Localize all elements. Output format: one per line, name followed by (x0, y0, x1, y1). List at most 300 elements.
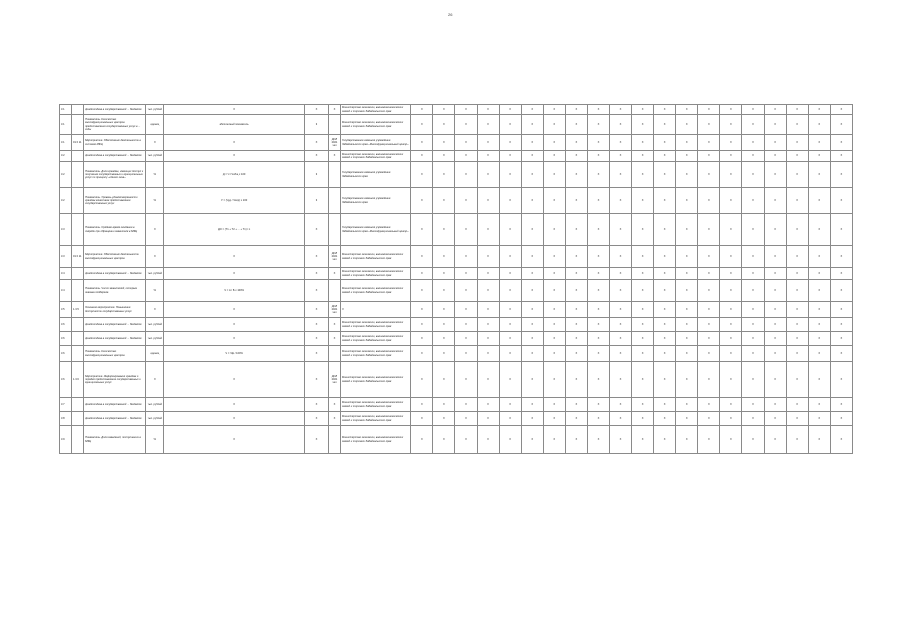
row-value-cell: X (587, 318, 609, 332)
row-value-cell: X (433, 135, 455, 151)
row-source-cell: Министерство экономики, внешнеэкономических связей и торговли Забайкальского края (341, 362, 411, 398)
row-y-cell (328, 188, 340, 214)
row-value-cell: X (830, 246, 852, 268)
row-value-cell: X (587, 105, 609, 115)
row-value-cell: X (543, 162, 565, 188)
row-value-cell: X (609, 115, 631, 135)
row-value-cell: X (455, 346, 477, 362)
row-value-cell: X (455, 115, 477, 135)
row-value-cell: X (499, 246, 521, 268)
row-number-cell: 3.2 (60, 151, 72, 162)
row-code-cell (72, 188, 84, 214)
row-value-cell: X (830, 135, 852, 151)
row-value-cell: X (609, 280, 631, 302)
row-value-cell: X (698, 318, 720, 332)
row-formula-cell: X (164, 426, 305, 454)
row-value-cell: X (808, 362, 830, 398)
row-value-cell: X (808, 151, 830, 162)
row-value-cell: X (720, 214, 742, 246)
row-unit-cell: X (146, 135, 164, 151)
row-value-cell: X (676, 105, 698, 115)
row-number-cell: 3.2 (60, 162, 72, 188)
row-value-cell: X (676, 332, 698, 346)
row-name-cell: фондоотдача в государственной ... бюджете (84, 105, 146, 115)
row-unit-cell: единиц (146, 115, 164, 135)
row-formula-cell: Ч = А / Б х 100% (164, 280, 305, 302)
row-value-cell: X (654, 280, 676, 302)
row-type-cell: X (304, 332, 328, 346)
row-unit-cell: тыс. рублей (146, 151, 164, 162)
row-name-cell: фондоотдача в государственной ... бюджете (84, 412, 146, 426)
row-value-cell: X (521, 362, 543, 398)
row-value-cell: X (565, 280, 587, 302)
row-code-cell (72, 426, 84, 454)
row-source-cell: Министерство экономики, внешнеэкономических связей и торговли Забайкальского края (341, 268, 411, 280)
row-value-cell: X (764, 188, 786, 214)
row-value-cell: X (455, 214, 477, 246)
row-value-cell: X (565, 105, 587, 115)
row-code-cell (72, 318, 84, 332)
row-name-cell: Показатель. Доля заявлений, поступивших в МФЦ (84, 426, 146, 454)
row-value-cell: X (499, 268, 521, 280)
row-number-cell: 3.1 (60, 105, 72, 115)
row-value-cell: X (742, 398, 764, 412)
row-name-cell: Мероприятие. Обеспечение деятельности в системе МФЦ (84, 135, 146, 151)
row-value-cell: X (676, 162, 698, 188)
row-y-cell: ДОЛ 2021 чел (328, 246, 340, 268)
row-value-cell: X (477, 346, 499, 362)
row-value-cell: X (654, 346, 676, 362)
row-value-cell: X (477, 115, 499, 135)
row-value-cell: X (764, 362, 786, 398)
row-value-cell: X (632, 246, 654, 268)
row-type-cell: 3 (304, 188, 328, 214)
row-value-cell: X (742, 332, 764, 346)
row-value-cell: X (720, 188, 742, 214)
row-name-cell: Показатель. Число заявителей, которым оказана поддержка (84, 280, 146, 302)
row-value-cell: X (676, 246, 698, 268)
row-y-cell: X (328, 332, 340, 346)
row-value-cell: X (477, 135, 499, 151)
row-value-cell: X (632, 135, 654, 151)
row-type-cell: X (304, 246, 328, 268)
row-value-cell: X (411, 188, 433, 214)
row-value-cell: X (477, 302, 499, 318)
row-value-cell: X (565, 246, 587, 268)
row-unit-cell: X (146, 246, 164, 268)
row-value-cell: X (742, 346, 764, 362)
row-unit-cell: X (146, 302, 164, 318)
row-type-cell: X (304, 151, 328, 162)
row-code-cell (72, 412, 84, 426)
row-value-cell: X (521, 280, 543, 302)
row-y-cell (328, 162, 340, 188)
row-value-cell: X (786, 246, 808, 268)
row-value-cell: X (433, 105, 455, 115)
row-formula-cell: X (164, 302, 305, 318)
row-value-cell: X (632, 162, 654, 188)
row-formula-cell: У = (Чуд / Чопр) х 100 (164, 188, 305, 214)
row-value-cell: X (455, 135, 477, 151)
row-type-cell: X (304, 135, 328, 151)
row-value-cell: X (587, 426, 609, 454)
row-source-cell: Министерство экономики, внешнеэкономических связей и торговли Забайкальского края (341, 318, 411, 332)
row-value-cell: X (742, 268, 764, 280)
row-value-cell: X (609, 426, 631, 454)
row-value-cell: X (587, 398, 609, 412)
table-body (60, 105, 853, 454)
row-value-cell: X (654, 162, 676, 188)
row-value-cell: X (786, 162, 808, 188)
row-code-cell (72, 280, 84, 302)
row-value-cell: X (720, 268, 742, 280)
row-value-cell: X (477, 105, 499, 115)
row-value-cell: X (477, 188, 499, 214)
row-value-cell: X (830, 426, 852, 454)
row-value-cell: X (411, 268, 433, 280)
row-value-cell: X (632, 412, 654, 426)
row-value-cell: X (742, 426, 764, 454)
row-type-cell: X (304, 302, 328, 318)
row-value-cell: X (632, 318, 654, 332)
row-value-cell: X (632, 302, 654, 318)
row-number-cell: 3.5 (60, 302, 72, 318)
row-unit-cell: % (146, 426, 164, 454)
row-value-cell: X (676, 302, 698, 318)
row-value-cell: X (632, 426, 654, 454)
row-value-cell: X (499, 318, 521, 332)
row-number-cell: 3.8 (60, 412, 72, 426)
row-y-cell (328, 280, 340, 302)
row-number-cell: 3.6 (60, 362, 72, 398)
row-value-cell: X (477, 151, 499, 162)
row-number-cell: 3.4 (60, 280, 72, 302)
row-value-cell: X (698, 268, 720, 280)
row-value-cell: X (477, 412, 499, 426)
row-value-cell: X (742, 135, 764, 151)
row-value-cell: X (654, 151, 676, 162)
row-code-cell (72, 115, 84, 135)
row-value-cell: X (786, 398, 808, 412)
row-value-cell: X (455, 105, 477, 115)
row-value-cell: X (654, 362, 676, 398)
row-value-cell: X (698, 105, 720, 115)
row-source-cell: Министерство экономики, внешнеэкономических связей и торговли Забайкальского края (341, 115, 411, 135)
row-value-cell: X (543, 268, 565, 280)
row-name-cell: фондоотдача в государственной ... бюджете (84, 268, 146, 280)
row-value-cell: X (786, 268, 808, 280)
row-value-cell: X (720, 115, 742, 135)
row-value-cell: X (565, 188, 587, 214)
row-value-cell: X (521, 115, 543, 135)
row-value-cell: X (808, 426, 830, 454)
row-value-cell: X (433, 332, 455, 346)
row-value-cell: X (433, 188, 455, 214)
row-value-cell: X (411, 135, 433, 151)
table-row (60, 268, 853, 280)
row-value-cell: X (764, 151, 786, 162)
row-name-cell: Показатель. Доля граждан, имеющих доступ к получению государственных и муниципальных услуг по принципу «одного окна» (84, 162, 146, 188)
row-value-cell: X (764, 162, 786, 188)
row-value-cell: X (609, 214, 631, 246)
row-code-cell (72, 268, 84, 280)
row-value-cell: X (786, 280, 808, 302)
row-unit-cell: тыс. рублей (146, 398, 164, 412)
row-code-cell: 01 0 11 (72, 135, 84, 151)
row-type-cell: X (304, 362, 328, 398)
row-value-cell: X (720, 332, 742, 346)
row-value-cell: X (521, 398, 543, 412)
row-value-cell: X (521, 151, 543, 162)
row-value-cell: X (455, 188, 477, 214)
row-value-cell: X (632, 105, 654, 115)
row-value-cell: X (654, 412, 676, 426)
row-value-cell: X (411, 214, 433, 246)
row-value-cell: X (455, 398, 477, 412)
row-value-cell: X (543, 346, 565, 362)
row-value-cell: X (830, 412, 852, 426)
row-value-cell: X (654, 302, 676, 318)
row-value-cell: X (654, 188, 676, 214)
row-value-cell: X (808, 302, 830, 318)
row-value-cell: X (565, 214, 587, 246)
row-code-cell (72, 332, 84, 346)
row-value-cell: X (830, 214, 852, 246)
row-value-cell: X (720, 398, 742, 412)
row-value-cell: X (499, 302, 521, 318)
row-value-cell: X (676, 214, 698, 246)
row-formula-cell: X (164, 318, 305, 332)
row-type-cell: 3 (304, 162, 328, 188)
row-value-cell: X (654, 398, 676, 412)
table-row (60, 302, 853, 318)
row-value-cell: X (609, 362, 631, 398)
row-value-cell: X (698, 214, 720, 246)
row-source-cell: Государственное казенное учреждение Забайкальского края «Многофункциональный центр» (341, 135, 411, 151)
row-value-cell: X (786, 318, 808, 332)
row-value-cell: X (609, 268, 631, 280)
row-value-cell: X (433, 302, 455, 318)
row-value-cell: X (543, 188, 565, 214)
row-name-cell: фондоотдача в государственной ... бюджете (84, 151, 146, 162)
row-value-cell: X (720, 318, 742, 332)
row-type-cell: X (304, 412, 328, 426)
row-value-cell: X (565, 412, 587, 426)
row-value-cell: X (411, 105, 433, 115)
row-y-cell: X (328, 318, 340, 332)
row-value-cell: X (698, 362, 720, 398)
row-value-cell: X (499, 162, 521, 188)
row-number-cell: 3.1 (60, 115, 72, 135)
row-value-cell: X (587, 332, 609, 346)
row-value-cell: X (786, 214, 808, 246)
row-value-cell: X (543, 318, 565, 332)
row-value-cell: X (720, 302, 742, 318)
row-formula-cell: абсолютный показатель (164, 115, 305, 135)
row-value-cell: X (830, 346, 852, 362)
table-row (60, 105, 853, 115)
row-formula-cell: X (164, 332, 305, 346)
row-value-cell: X (433, 412, 455, 426)
row-value-cell: X (632, 280, 654, 302)
row-value-cell: X (808, 268, 830, 280)
row-number-cell: 3.3 (60, 246, 72, 268)
row-value-cell: X (587, 362, 609, 398)
row-value-cell: X (587, 246, 609, 268)
row-value-cell: X (543, 246, 565, 268)
row-value-cell: X (808, 280, 830, 302)
row-y-cell (328, 346, 340, 362)
row-value-cell: X (830, 332, 852, 346)
row-value-cell: X (499, 332, 521, 346)
row-unit-cell: % (146, 162, 164, 188)
row-value-cell: X (830, 302, 852, 318)
row-value-cell: X (764, 280, 786, 302)
row-value-cell: X (654, 246, 676, 268)
row-value-cell: X (830, 105, 852, 115)
row-value-cell: X (632, 398, 654, 412)
row-value-cell: X (433, 398, 455, 412)
row-value-cell: X (521, 162, 543, 188)
row-value-cell: X (565, 426, 587, 454)
row-type-cell: X (304, 398, 328, 412)
row-value-cell: X (764, 246, 786, 268)
row-value-cell: X (455, 332, 477, 346)
row-source-cell: Государственное казенное учреждение Забайкальского края «Многофункциональный центр» (341, 214, 411, 246)
row-value-cell: X (411, 318, 433, 332)
row-value-cell: X (808, 135, 830, 151)
row-value-cell: X (411, 362, 433, 398)
row-name-cell: Основное мероприятие. Повышение доступности государственных услуг (84, 302, 146, 318)
row-value-cell: X (676, 412, 698, 426)
row-value-cell: X (720, 105, 742, 115)
row-value-cell: X (433, 214, 455, 246)
row-value-cell: X (720, 246, 742, 268)
row-value-cell: X (808, 246, 830, 268)
row-value-cell: X (587, 302, 609, 318)
row-value-cell: X (786, 412, 808, 426)
row-value-cell: X (764, 135, 786, 151)
row-value-cell: X (632, 115, 654, 135)
row-value-cell: X (830, 362, 852, 398)
table-row (60, 214, 853, 246)
row-y-cell: ДОЛ 2021 чел (328, 135, 340, 151)
row-value-cell: X (698, 426, 720, 454)
row-value-cell: X (565, 362, 587, 398)
row-value-cell: X (499, 412, 521, 426)
row-y-cell (328, 426, 340, 454)
row-formula-cell: ДО = (Т1 + Т2 + ... + Тn) / n (164, 214, 305, 246)
row-value-cell: X (609, 162, 631, 188)
row-source-cell: X (341, 302, 411, 318)
row-value-cell: X (720, 135, 742, 151)
row-value-cell: X (632, 346, 654, 362)
row-value-cell: X (499, 426, 521, 454)
row-source-cell: Министерство экономики, внешнеэкономических связей и торговли Забайкальского края (341, 151, 411, 162)
row-value-cell: X (654, 105, 676, 115)
row-value-cell: X (433, 318, 455, 332)
row-value-cell: X (764, 332, 786, 346)
row-value-cell: X (499, 398, 521, 412)
row-value-cell: X (654, 318, 676, 332)
row-source-cell: Министерство экономики, внешнеэкономических связей и торговли Забайкальского края (341, 398, 411, 412)
row-value-cell: X (565, 135, 587, 151)
row-value-cell: X (698, 188, 720, 214)
row-value-cell: X (433, 268, 455, 280)
row-value-cell: X (654, 332, 676, 346)
row-type-cell: X (304, 426, 328, 454)
row-value-cell: X (742, 318, 764, 332)
row-formula-cell: X (164, 268, 305, 280)
row-number-cell: 3.3 (60, 214, 72, 246)
row-value-cell: X (477, 426, 499, 454)
row-value-cell: X (830, 280, 852, 302)
row-y-cell (328, 214, 340, 246)
row-formula-cell: Ч = Чф / 100% (164, 346, 305, 362)
row-value-cell: X (499, 280, 521, 302)
row-value-cell: X (433, 426, 455, 454)
row-formula-cell: X (164, 246, 305, 268)
row-y-cell (328, 115, 340, 135)
row-value-cell: X (676, 362, 698, 398)
row-value-cell: X (521, 412, 543, 426)
row-name-cell: Показатель. Количество многофункциональных центров предоставления государственных услуг в ... годы (84, 115, 146, 135)
row-number-cell: 3.6 (60, 346, 72, 362)
row-value-cell: X (609, 246, 631, 268)
row-type-cell: 3 (304, 115, 328, 135)
row-number-cell: 3.2 (60, 188, 72, 214)
row-value-cell: X (521, 246, 543, 268)
row-formula-cell: X (164, 398, 305, 412)
row-source-cell: Министерство экономики, внешнеэкономических связей и торговли Забайкальского края (341, 105, 411, 115)
row-value-cell: X (455, 412, 477, 426)
row-formula-cell: X (164, 362, 305, 398)
row-code-cell (72, 214, 84, 246)
row-code-cell: 1.3.6 (72, 362, 84, 398)
row-value-cell: X (543, 280, 565, 302)
row-value-cell: X (742, 214, 764, 246)
row-value-cell: X (477, 268, 499, 280)
row-value-cell: X (609, 105, 631, 115)
row-value-cell: X (455, 268, 477, 280)
row-value-cell: X (698, 302, 720, 318)
table-row (60, 398, 853, 412)
table-row (60, 332, 853, 346)
row-value-cell: X (786, 188, 808, 214)
row-value-cell: X (499, 362, 521, 398)
row-value-cell: X (565, 151, 587, 162)
row-value-cell: X (543, 115, 565, 135)
row-value-cell: X (455, 362, 477, 398)
row-value-cell: X (808, 115, 830, 135)
row-value-cell: X (543, 214, 565, 246)
row-value-cell: X (742, 412, 764, 426)
row-value-cell: X (742, 246, 764, 268)
row-value-cell: X (786, 362, 808, 398)
row-value-cell: X (477, 246, 499, 268)
row-value-cell: X (411, 412, 433, 426)
row-value-cell: X (786, 135, 808, 151)
row-value-cell: X (698, 162, 720, 188)
row-value-cell: X (521, 346, 543, 362)
row-y-cell: ДОЛ 2021 чел (328, 362, 340, 398)
row-value-cell: X (676, 398, 698, 412)
row-value-cell: X (808, 398, 830, 412)
row-value-cell: X (587, 115, 609, 135)
program-table-sheet (59, 104, 853, 454)
row-y-cell: X (328, 268, 340, 280)
row-value-cell: X (764, 426, 786, 454)
